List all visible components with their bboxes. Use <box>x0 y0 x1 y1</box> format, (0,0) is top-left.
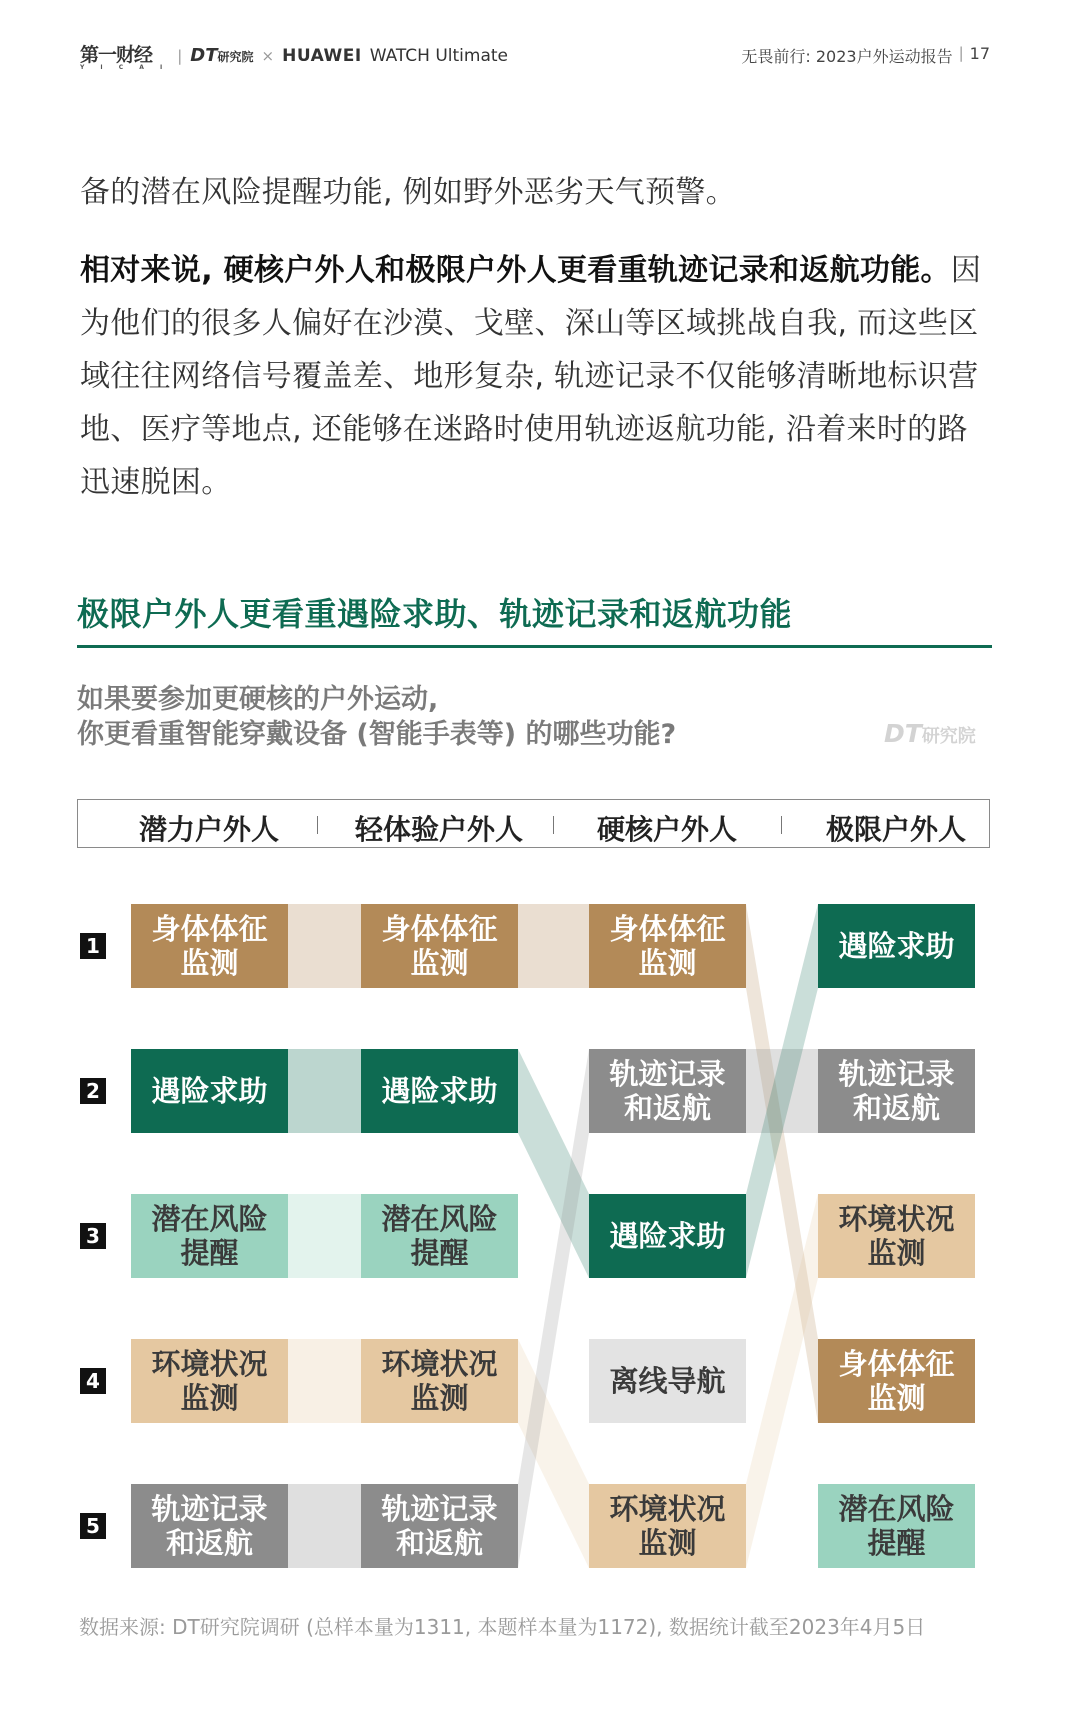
card-track-return: 轨迹记录 和返航 <box>131 1484 288 1568</box>
header-divider: | <box>958 44 964 62</box>
card-track-return: 轨迹记录 和返航 <box>818 1049 975 1133</box>
data-source: 数据来源: DT研究院调研 (总样本量为1311, 本题样本量为1172), 数据统计截至2023年4月5日 <box>79 1615 926 1639</box>
rank-marker-4: 4 <box>80 1368 106 1394</box>
dt-watermark-text: DT <box>884 719 922 748</box>
yicai-logo-sub: Y I C A I <box>80 64 170 71</box>
survey-question-line1: 如果要参加更硬核的户外运动, <box>77 684 439 715</box>
flow-risk-alert <box>288 1194 361 1278</box>
card-sos: 遇险求助 <box>131 1049 288 1133</box>
paragraph-2-bold: 相对来说, 硬核户外人和极限户外人更看重轨迹记录和返航功能。 <box>80 253 951 288</box>
card-sos: 遇险求助 <box>818 904 975 988</box>
flow-track-return <box>288 1484 361 1568</box>
group-header-2: 轻体验户外人 <box>354 813 523 846</box>
card-risk-alert: 潜在风险 提醒 <box>131 1194 288 1278</box>
group-header-divider <box>781 816 782 834</box>
flow-body-monitoring <box>288 904 361 988</box>
card-sos: 遇险求助 <box>361 1049 518 1133</box>
card-environment: 环境状况 监测 <box>131 1339 288 1423</box>
huawei-logo: HUAWEI <box>282 45 362 66</box>
card-environment: 环境状况 监测 <box>589 1484 746 1568</box>
card-offline-nav: 离线导航 <box>589 1339 746 1423</box>
dt-watermark-suffix: 研究院 <box>921 726 976 747</box>
card-sos: 遇险求助 <box>589 1194 746 1278</box>
group-header-divider <box>553 816 554 834</box>
dt-logo-text: DT <box>190 45 218 66</box>
flow-environment <box>746 1194 818 1568</box>
product-name: WATCH Ultimate <box>369 45 508 66</box>
paragraph-2-text: 因为他们的很多人偏好在沙漠、戈壁、深山等区域挑战自我, 而这些区域往往网络信号覆盖差、地形复杂, 轨迹记录不仅能够清晰地标识营地、医疗等地点, 还能够在迷路时使用轨迹返航功能, 沿着来时的路迅速脱困。 <box>80 253 982 500</box>
page-number: 17 <box>969 44 990 63</box>
group-header-1: 潜力户外人 <box>138 813 279 846</box>
times-icon: × <box>261 46 275 65</box>
group-header-3: 硬核户外人 <box>596 813 737 846</box>
group-header-4: 极限户外人 <box>825 813 966 846</box>
dt-logo-suffix: 研究院 <box>217 50 254 64</box>
card-body-monitoring: 身体体征 监测 <box>818 1339 975 1423</box>
logo-divider: | <box>177 46 183 65</box>
rank-marker-5: 5 <box>80 1513 106 1539</box>
survey-question-line2: 你更看重智能穿戴设备 (智能手表等) 的哪些功能? <box>77 719 677 750</box>
rank-marker-2: 2 <box>80 1078 106 1104</box>
card-risk-alert: 潜在风险 提醒 <box>818 1484 975 1568</box>
rank-marker-1: 1 <box>80 933 106 959</box>
card-track-return: 轨迹记录 和返航 <box>361 1484 518 1568</box>
card-risk-alert: 潜在风险 提醒 <box>361 1194 518 1278</box>
card-body-monitoring: 身体体征 监测 <box>131 904 288 988</box>
paragraph-1: 备的潜在风险提醒功能, 例如野外恶劣天气预警。 <box>80 175 736 210</box>
figure-title: 极限户外人更看重遇险求助、轨迹记录和返航功能 <box>77 595 793 633</box>
rank-marker-3: 3 <box>80 1223 106 1249</box>
card-body-monitoring: 身体体征 监测 <box>361 904 518 988</box>
card-body-monitoring: 身体体征 监测 <box>589 904 746 988</box>
flow-body-monitoring <box>518 904 589 988</box>
card-environment: 环境状况 监测 <box>818 1194 975 1278</box>
flow-environment <box>288 1339 361 1423</box>
group-header-divider <box>317 816 318 834</box>
yicai-logo-text: 第一财经 <box>80 44 153 66</box>
report-title: 无畏前行: 2023户外运动报告 <box>741 47 953 66</box>
flow-sos <box>288 1049 361 1133</box>
card-environment: 环境状况 监测 <box>361 1339 518 1423</box>
card-track-return: 轨迹记录 和返航 <box>589 1049 746 1133</box>
